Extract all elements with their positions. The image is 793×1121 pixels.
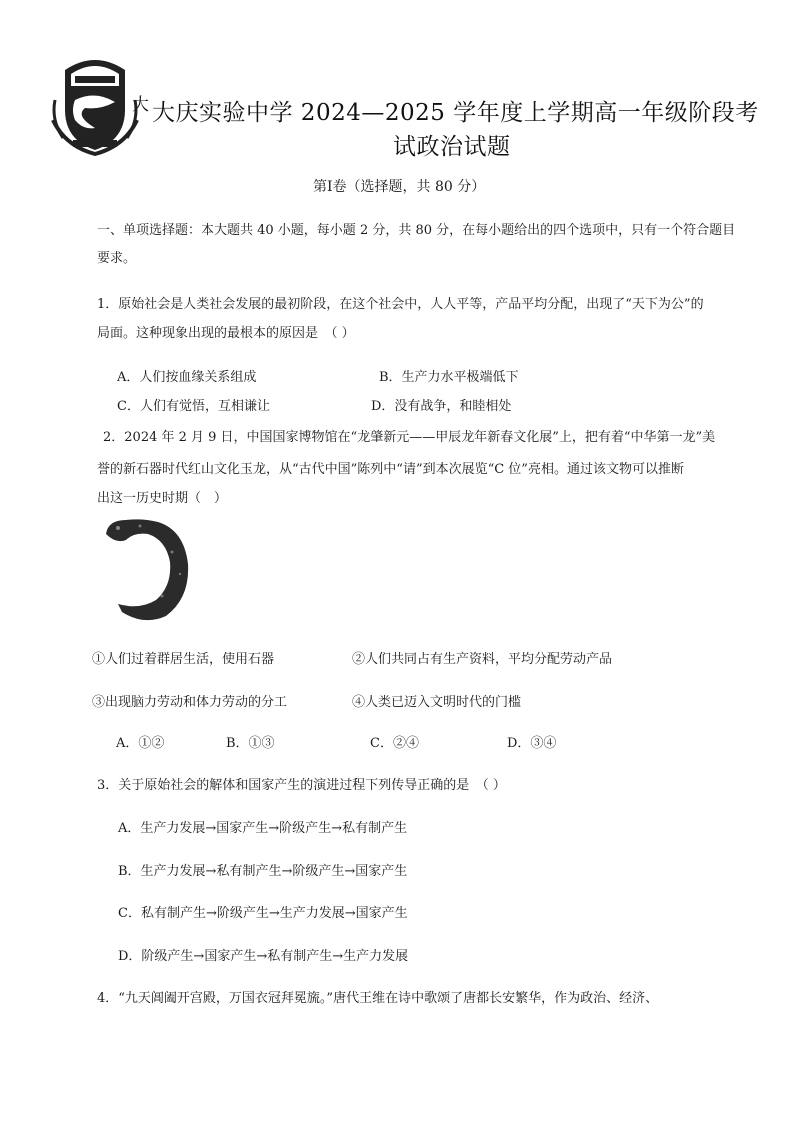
page-title-line1: 大庆实验中学 2024—2025 学年度上学期高一年级阶段考	[152, 100, 759, 126]
school-logo	[45, 50, 145, 160]
q2-statement-1: ①人们过着群居生活，使用石器	[92, 652, 275, 667]
instructions-line1: 一、单项选择题：本大题共 40 小题，每小题 2 分，共 80 分，在每小题给出的四个选项中，只有一个符合题目	[97, 223, 736, 238]
q2-statement-2: ②人们共同占有生产资料，平均分配劳动产品	[352, 652, 613, 667]
page-title-line2: 试政治试题	[393, 134, 511, 160]
q2-stem-line3: 出这一历史时期（ ）	[97, 491, 228, 506]
q2-option-a[interactable]: A．①②	[116, 736, 165, 751]
q3-option-c[interactable]: C．私有制产生→阶级产生→生产力发展→国家产生	[118, 906, 408, 921]
logo-glyph: 大	[132, 95, 150, 115]
q2-option-b[interactable]: B．①③	[226, 736, 275, 751]
q4-stem-line1: 4．“九天阊阖开宫殿，万国衣冠拜冕旒。”唐代王维在诗中歌颂了唐都长安繁华，作为政治、经济、	[97, 991, 659, 1006]
q1-option-a[interactable]: A．人们按血缘关系组成	[117, 370, 257, 385]
q3-stem: 3．关于原始社会的解体和国家产生的演进过程下列传导正确的是 （ ）	[97, 778, 506, 793]
q2-option-d[interactable]: D．③④	[507, 736, 557, 751]
q3-option-d[interactable]: D．阶级产生→国家产生→私有制产生→生产力发展	[118, 949, 409, 964]
q2-statement-4: ④人类已迈入文明时代的门槛	[352, 695, 522, 710]
q1-option-b[interactable]: B．生产力水平极端低下	[379, 370, 519, 385]
instructions-line2: 要求。	[97, 251, 137, 266]
q1-stem-line2: 局面。这种现象出现的最根本的原因是 （ ）	[97, 326, 355, 341]
q2-stem-line2: 誉的新石器时代红山文化玉龙，从“古代中国”陈列中“请”到本次展览“C 位”亮相。通过该文物可以推断	[97, 462, 684, 477]
q1-stem-line1: 1．原始社会是人类社会发展的最初阶段，在这个社会中，人人平等，产品平均分配，出现了“天下为公”的	[97, 297, 704, 312]
jade-dragon-image	[100, 512, 192, 624]
section-label: 第Ⅰ卷（选择题，共 80 分）	[313, 179, 486, 195]
q3-option-a[interactable]: A．生产力发展→国家产生→阶级产生→私有制产生	[118, 821, 408, 836]
q1-option-d[interactable]: D．没有战争，和睦相处	[371, 399, 512, 414]
q2-statement-3: ③出现脑力劳动和体力劳动的分工	[92, 695, 288, 710]
q3-option-b[interactable]: B．生产力发展→私有制产生→阶级产生→国家产生	[118, 864, 408, 879]
q2-stem-line1: 2．2024 年 2 月 9 日，中国国家博物馆在“龙肇新元——甲辰龙年新春文化展”上，把有着“中华第一龙”美	[103, 430, 716, 445]
q2-option-c[interactable]: C．②④	[370, 736, 419, 751]
q1-option-c[interactable]: C．人们有觉悟，互相谦让	[117, 399, 270, 414]
